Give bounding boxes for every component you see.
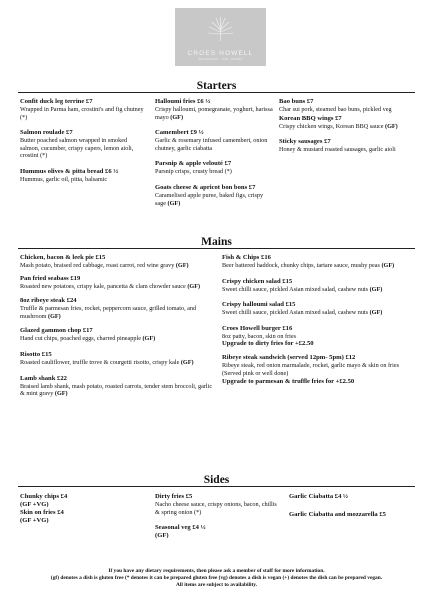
footer-line: If you have any dietary requirements, then please ask a member of staff for more information. [108,568,325,574]
item-desc: Crispy chicken wings, Korean BBQ sauce [279,122,384,130]
item-title: Parsnip & apple velouté £7 [155,160,232,168]
item-desc: Butter poached salmon wrapped in smoked salmon, cucumber, crispy capers, lemon aioli, crostini (*) [20,137,134,160]
menu-item [222,254,416,270]
menu-item [222,301,416,317]
item-title: Seasonal veg £4 ½ [155,524,206,532]
item-title: Crispy chicken salad £15 [222,277,293,285]
mains-heading: Mains [201,236,232,248]
menu-item [20,493,140,509]
item-title: Risotto £15 [20,350,52,358]
footer-line: (gf) denotes a dish is gluten free (* denotes it can be prepared gluten free (vg) denotes a dish is vegan (+) denotes the dish can be prepared vegan. [50,575,383,582]
menu-item [20,129,148,160]
item-desc: Ribeye steak, red onion marmalade, rocket, garlic mayo & skin on fries (Served pink or well done) [222,362,399,377]
menu-item [289,493,417,501]
item-title: Lamb shank £22 [20,374,67,382]
item-title: Korean BBQ wings £7 [279,114,342,122]
item-title: 8oz ribeye steak £24 [20,297,77,305]
item-title: Croes Howell burger £16 [222,324,293,332]
item-title: Halloumi fries £6 ½ [155,98,211,105]
item-desc: Wrapped in Parma ham, crostini's and fig chutney (*) [20,106,144,121]
mains-column-2 [222,254,416,386]
dietary-tag: (GF) [369,285,383,293]
upgrade-note: Upgrade to parmesan & truffle fries for +£2.50 [222,377,355,385]
menu-item [20,509,140,525]
menu-item [222,278,416,294]
sides-column-2 [155,493,277,540]
dietary-tag: (GF) [54,390,68,398]
menu-item [279,115,415,131]
dietary-tag: (GF) [187,282,201,290]
dietary-tag: (GF +VG) [20,501,49,508]
menu-item [279,138,415,154]
item-title: Fish & Chips £16 [222,254,271,261]
menu-item [155,524,277,540]
mains-divider [18,248,415,249]
item-desc: Truffle & parmesan fries, rocket, peppercorn sauce, grilled tomato, and mushroom [20,305,197,320]
menu-item [20,297,216,320]
dietary-tag: (GF +VG) [20,517,49,524]
restaurant-logo [175,8,266,66]
item-title: Ribeye steak sandwich (served 12pm- 5pm) £12 [222,354,356,362]
sides-divider [18,486,415,487]
item-title: Pan fried seabass £19 [20,274,81,282]
footer-line: All items are subject to availability. [175,582,258,589]
menu-item [155,493,277,516]
menu-item [20,254,216,270]
menu-item [279,98,415,114]
item-title: Dirty fries £5 [155,493,193,500]
item-title: Garlic Ciabatta and mozzarella £5 [289,511,386,518]
item-desc: Char sui pork, steamed bao buns, pickled veg [279,106,392,113]
item-title: Chunky chips £4 [20,493,68,500]
item-desc: Garlic & rosemary infused camembert, onion chutney, garlic ciabatta [155,137,268,152]
dietary-tag: (GF) [167,199,181,207]
menu-item [289,511,417,519]
menu-item [155,98,273,121]
starters-column-2 [155,98,273,207]
item-desc: Sweet chilli sauce, pickled Asian mixed salad, cashew nuts [222,309,369,317]
dietary-tag: (GF) [155,532,169,540]
menu-item [222,325,416,349]
item-title: Camembert £9 ½ [155,129,204,137]
item-desc: Braised lamb shank, mash potato, roasted carrots, tender stem broccoli, garlic & mint gravy [20,382,213,398]
item-desc: Crispy halloumi, pomegranate, yoghurt, harissa mayo [155,106,273,121]
dietary-tag: (GF) [385,122,398,130]
starters-divider [18,92,415,93]
item-desc: 8oz patty, bacon, skin on fries [222,332,297,340]
item-title: Crispy halloumi salad £15 [222,301,296,309]
logo-tagline: RESTAURANT · BAR · ROOMS [198,58,243,61]
item-title: Chicken, bacon & leek pie £15 [20,254,106,261]
item-desc: Beer battered haddock, chunky chips, tartare sauce, mushy peas [222,262,380,269]
menu-item [20,327,216,343]
item-desc: Hummus, garlic oil, pitta, balsamic [20,175,108,183]
starters-column-1 [20,98,148,184]
dietary-tag: (GF) [175,262,189,269]
item-desc: Sweet chilli sauce, pickled Asian mixed salad, cashew nuts [222,285,369,293]
dietary-tag: (GF) [142,335,156,343]
item-desc: Nacho cheese sauce, crispy onions, bacon, chillis & spring onion (*) [155,501,277,516]
menu-item [20,375,216,398]
item-title: Bao buns £7 [279,98,314,105]
dietary-tag: (GF) [369,309,383,317]
menu-item [20,168,148,184]
item-desc: Mash potato, braised red cabbage, roast carrot, red wine gravy [20,262,175,269]
item-title: Hummus olives & pitta bread £6 ½ [20,167,119,175]
item-title: Skin on fries £4 [20,509,64,516]
item-title: Salmon roulade £7 [20,129,73,137]
item-desc: Roasted cauliflower, truffle trove & courgetti risotto, crispy kale [20,358,180,366]
dietary-tag: (GF) [170,113,184,121]
item-title: Goats cheese & apricot bon bons £7 [155,183,256,191]
sides-column-3 [289,493,417,519]
item-title: Sticky sausages £7 [279,138,331,146]
starters-column-3 [279,98,415,154]
logo-name: CROES HOWELL [187,50,254,57]
item-desc: Caramelised apple puree, baked figs, crispy sage [155,191,264,207]
item-title: Glazed gammon chop £17 [20,327,93,335]
dietary-tag: (GF) [48,312,61,320]
menu-item [155,129,273,152]
dietary-footer [0,568,433,590]
menu-item [222,354,416,385]
item-title: Garlic Ciabatta £4 ½ [289,493,348,500]
menu-item [20,275,216,291]
item-desc: Honey & mustard roasted sausages, garlic aioli [279,146,396,154]
starters-heading: Starters [196,80,237,92]
sides-column-1 [20,493,140,525]
menu-item [155,160,273,176]
menu-item [155,184,273,207]
sides-heading: Sides [203,474,230,486]
item-desc: Parsnip crisps, crusty bread (*) [155,168,232,176]
menu-item [20,98,148,121]
item-title: Confit duck leg terrine £7 [20,98,93,105]
dietary-tag: (GF) [381,262,395,269]
dietary-tag: (GF) [180,358,194,366]
menu-item [20,351,216,367]
mains-column-1 [20,254,216,398]
upgrade-note: Upgrade to dirty fries for +£2.50 [222,340,314,348]
tree-logo-icon [206,16,235,42]
item-desc: Hand cut chips, poached eggs, charred pineapple [20,335,141,343]
item-desc: Roasted new potatoes, crispy kale, pancetta & clam chowder sauce [20,282,186,290]
